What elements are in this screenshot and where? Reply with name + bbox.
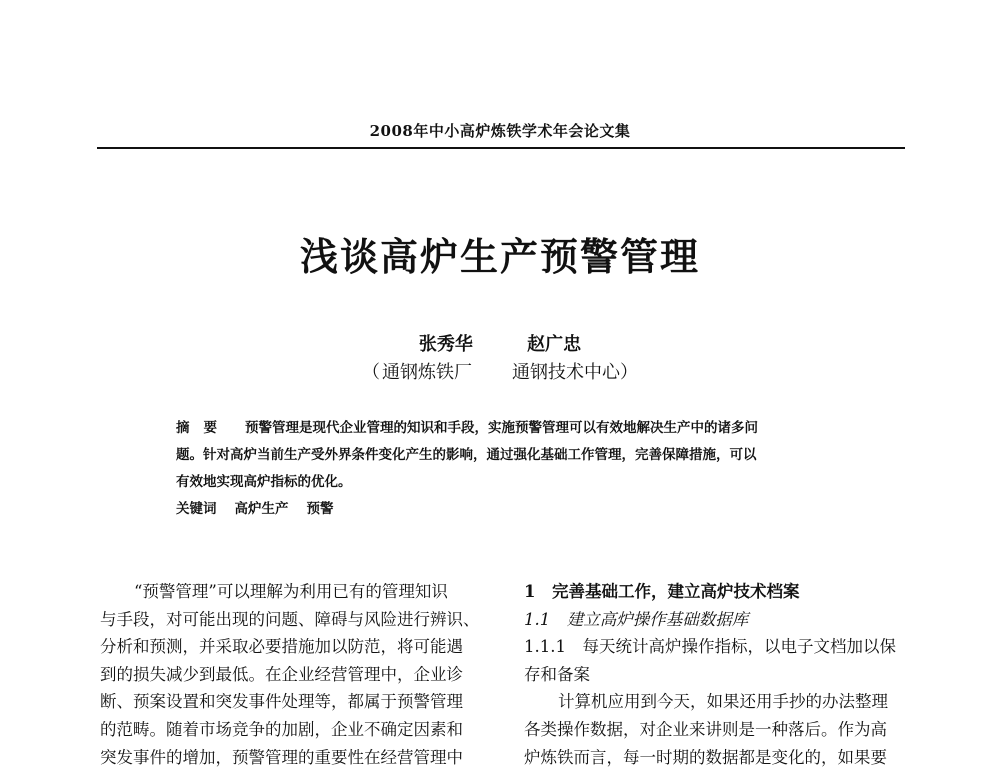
section-1-1-1-heading-line-1: 1.1.1 每天统计高炉操作指标，以电子文档加以保: [524, 637, 896, 657]
body-right-line-3: 炉炼铁而言，每一时期的数据都是变化的，如果要: [524, 747, 887, 767]
body-right-line-2: 各类操作数据，对企业来讲则是一种落后。作为高: [524, 719, 887, 739]
abstract-text-1: 预警管理是现代企业管理的知识和手段，实施预警管理可以有效地解决生产中的诸多问: [245, 420, 758, 436]
abstract-line-1: [176, 415, 840, 442]
affiliations: [0, 358, 1000, 384]
section-1-heading: 1 完善基础工作，建立高炉技术档案: [524, 582, 800, 601]
paper-title: 浅谈高炉生产预警管理: [299, 234, 700, 279]
section-1-1-1-heading-line-2: 存和备案: [524, 664, 590, 684]
abstract-line-2: 题。针对高炉当前生产受外界条件变化产生的影响，通过强化基础工作管理，完善保障措施，可以: [176, 447, 757, 463]
keywords-label: 关键词: [176, 501, 217, 517]
abstract-line-3: 有效地实现高炉指标的优化。: [176, 474, 352, 490]
abstract: [176, 415, 840, 496]
author-2: 赵广忠: [527, 334, 582, 355]
body-left-column: [100, 578, 492, 771]
affiliation-1: 通钢炼铁厂: [382, 362, 472, 383]
body-left-line-4: 到的损失减少到最低。在企业经营管理中，企业诊: [100, 664, 463, 684]
body-left-line-2: 与手段，对可能出现的问题、障碍与风险进行辨识、: [100, 609, 480, 629]
running-header: 2008年中小高炉炼铁学术年会论文集: [369, 122, 631, 140]
author-1: 张秀华: [418, 334, 473, 355]
keyword-2: 预警: [306, 501, 334, 517]
body-left-line-7: 突发事件的增加，预警管理的重要性在经营管理中: [100, 747, 463, 767]
affiliation-open-paren: （: [362, 362, 380, 383]
body-left-line-1: “预警管理”可以理解为利用已有的管理知识: [134, 582, 448, 601]
body-left-line-5: 断、预案设置和突发事件处理等，都属于预警管理: [100, 692, 463, 712]
abstract-label: 摘要: [176, 420, 231, 436]
body-left-line-6: 的范畴。随着市场竞争的加剧，企业不确定因素和: [100, 719, 463, 739]
authors: [0, 330, 1000, 356]
keyword-1: 高炉生产: [234, 501, 289, 517]
header-rule: [97, 147, 905, 149]
affiliation-close-paren: ）: [620, 362, 638, 383]
section-1-1-heading: 1.1 建立高炉操作基础数据库: [524, 609, 749, 629]
body-right-column: [524, 578, 910, 771]
body-left-line-3: 分析和预测，并采取必要措施加以防范，将可能遇: [100, 637, 463, 657]
affiliation-2: 通钢技术中心: [512, 362, 620, 383]
keywords: [176, 497, 334, 517]
body-right-line-1: 计算机应用到今天，如果还用手抄的办法整理: [558, 692, 888, 712]
